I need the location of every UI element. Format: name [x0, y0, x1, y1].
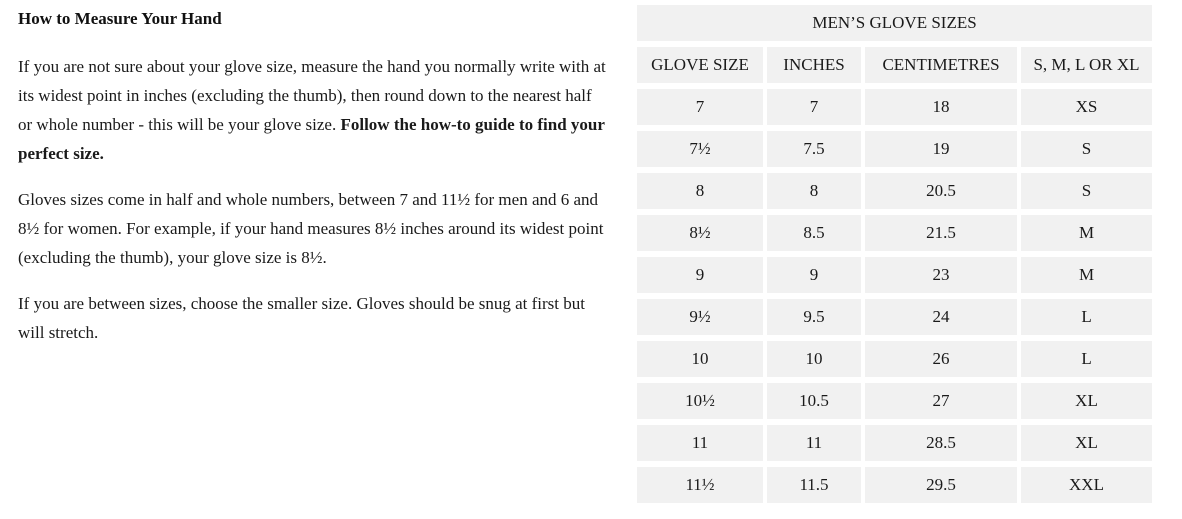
table-row: [637, 257, 1152, 293]
table-row: [637, 341, 1152, 377]
column-header-size-letter: S, M, L OR XL: [1021, 47, 1152, 83]
cell-centimetres: 19: [865, 131, 1017, 167]
cell-centimetres: 23: [865, 257, 1017, 293]
column-header-inches: INCHES: [767, 47, 861, 83]
cell-size-letter: XL: [1021, 425, 1152, 461]
guide-paragraph-2: Gloves sizes come in half and whole numbers, between 7 and 11½ for men and 6 and 8½ for women. For example, if your hand measures 8½ inches around its widest point (excluding the thumb), your glove size is 8½.: [18, 190, 604, 267]
cell-glove-size: 8½: [637, 215, 763, 251]
table-row: [637, 425, 1152, 461]
cell-inches: 7: [767, 89, 861, 125]
cell-inches: 11.5: [767, 467, 861, 503]
table-row: [637, 215, 1152, 251]
cell-size-letter: S: [1021, 173, 1152, 209]
cell-glove-size: 11½: [637, 467, 763, 503]
cell-inches: 9.5: [767, 299, 861, 335]
table-title-row: [637, 5, 1152, 41]
cell-glove-size: 10: [637, 341, 763, 377]
cell-glove-size: 7½: [637, 131, 763, 167]
cell-size-letter: M: [1021, 215, 1152, 251]
cell-glove-size: 11: [637, 425, 763, 461]
cell-inches: 8.5: [767, 215, 861, 251]
table-row: [637, 131, 1152, 167]
cell-glove-size: 7: [637, 89, 763, 125]
guide-paragraph-1-text: If you are not sure about your glove size, measure the hand you normally write with at its widest point in inches (excluding the thumb), then round down to the nearest half or whole number - this will be your glove size.: [18, 57, 606, 134]
cell-centimetres: 24: [865, 299, 1017, 335]
cell-glove-size: 9½: [637, 299, 763, 335]
guide-heading: How to Measure Your Hand: [18, 9, 222, 28]
cell-centimetres: 21.5: [865, 215, 1017, 251]
cell-size-letter: XXL: [1021, 467, 1152, 503]
cell-inches: 11: [767, 425, 861, 461]
cell-glove-size: 8: [637, 173, 763, 209]
cell-inches: 10: [767, 341, 861, 377]
cell-inches: 9: [767, 257, 861, 293]
cell-centimetres: 27: [865, 383, 1017, 419]
table-title: MEN’S GLOVE SIZES: [637, 5, 1152, 41]
cell-glove-size: 10½: [637, 383, 763, 419]
guide-paragraph-1-bold: Follow the how-to guide to find your perfect size.: [18, 115, 605, 163]
table-row: [637, 383, 1152, 419]
table-row: [637, 173, 1152, 209]
cell-centimetres: 29.5: [865, 467, 1017, 503]
cell-inches: 8: [767, 173, 861, 209]
guide-paragraph-1: [18, 52, 608, 168]
cell-glove-size: 9: [637, 257, 763, 293]
cell-centimetres: 26: [865, 341, 1017, 377]
guide-paragraph-3: If you are between sizes, choose the smaller size. Gloves should be snug at first but will stretch.: [18, 294, 585, 342]
column-header-centimetres: CENTIMETRES: [865, 47, 1017, 83]
cell-size-letter: L: [1021, 299, 1152, 335]
cell-centimetres: 28.5: [865, 425, 1017, 461]
cell-size-letter: M: [1021, 257, 1152, 293]
cell-inches: 7.5: [767, 131, 861, 167]
measure-guide: [18, 8, 608, 364]
cell-size-letter: XL: [1021, 383, 1152, 419]
cell-size-letter: XS: [1021, 89, 1152, 125]
table-header-row: [637, 47, 1152, 83]
table-row: [637, 467, 1152, 503]
cell-size-letter: L: [1021, 341, 1152, 377]
column-header-glove-size: GLOVE SIZE: [637, 47, 763, 83]
table-body: [637, 89, 1152, 503]
table-row: [637, 89, 1152, 125]
mens-glove-size-table: [633, 0, 1156, 509]
cell-centimetres: 20.5: [865, 173, 1017, 209]
cell-centimetres: 18: [865, 89, 1017, 125]
table-row: [637, 299, 1152, 335]
cell-inches: 10.5: [767, 383, 861, 419]
cell-size-letter: S: [1021, 131, 1152, 167]
